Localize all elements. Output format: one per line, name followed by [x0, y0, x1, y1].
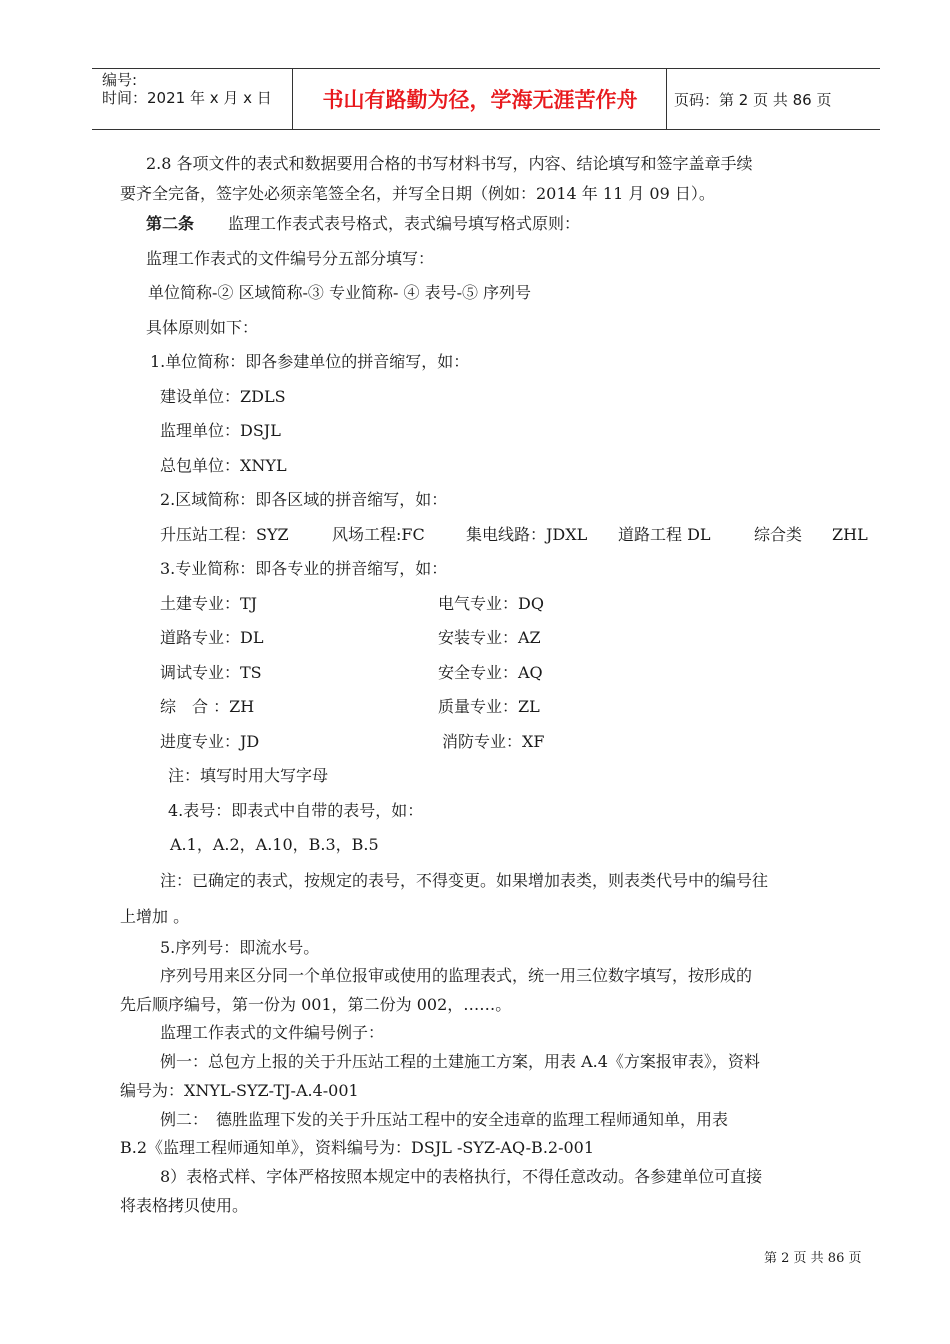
text-line: 要齐全完备，签字处必须亲笔签全名，并写全日期（例如：2014 年 11 月 09 日）。: [120, 184, 715, 203]
spec-right: 质量专业：ZL: [438, 697, 540, 716]
text-line: 3.专业简称：即各专业的拼音缩写，如：: [160, 559, 448, 578]
spec-left: 土建专业：TJ: [160, 594, 258, 613]
text-line: 4.表号：即表式中自带的表号，如：: [168, 801, 424, 820]
spec-right: 安全专业：AQ: [438, 663, 543, 682]
text-line: 上增加 。: [120, 907, 190, 926]
text-line: 例二： 德胜监理下发的关于升压站工程中的安全违章的监理工程师通知单，用表: [160, 1110, 729, 1129]
page-header: [92, 68, 880, 130]
text-line: 8）表格式样、字体严格按照本规定中的表格执行，不得任意改动。各参建单位可直接: [160, 1167, 763, 1186]
region-fc: 风场工程:FC: [332, 525, 425, 544]
spec-right: 消防专业：XF: [442, 732, 545, 751]
spec-right: 安装专业：AZ: [438, 628, 541, 647]
text-line: 监理工作表式的文件编号分五部分填写：: [146, 249, 435, 268]
text-line: 将表格拷贝使用。: [120, 1196, 249, 1215]
text-line: 注：已确定的表式，按规定的表号，不得变更。如果增加表类，则表类代号中的编号往: [160, 871, 769, 890]
text-line: 2.区域简称：即各区域的拼音缩写，如：: [160, 490, 448, 509]
text-line: 总包单位：XNYL: [160, 456, 287, 475]
code-label: 编号:: [102, 71, 138, 89]
text-line: 先后顺序编号，第一份为 001，第二份为 002，……。: [120, 995, 512, 1014]
text-line: 2.8 各项文件的表式和数据要用合格的书写材料书写，内容、结论填写和签字盖章手续: [146, 154, 753, 173]
text-line: 1.单位简称：即各参建单位的拼音缩写，如：: [150, 352, 470, 371]
text-line: 序列号用来区分同一个单位报审或使用的监理表式，统一用三位数字填写，按形成的: [160, 966, 753, 985]
text-line: 监理工作表式的文件编号例子：: [160, 1023, 385, 1042]
text-line: 例一：总包方上报的关于升压站工程的土建施工方案，用表 A.4《方案报审表》，资料: [160, 1052, 760, 1071]
spec-right: 电气专业：DQ: [438, 594, 544, 613]
article-heading: 第二条: [146, 214, 195, 233]
text-line: 编号为：XNYL-SYZ-TJ-A.4-001: [120, 1081, 359, 1100]
text-line: 建设单位：ZDLS: [160, 387, 286, 406]
text-line: B.2《监理工程师通知单》，资料编号为：DSJL -SYZ-AQ-B.2-001: [120, 1138, 595, 1157]
spec-left: 道路专业：DL: [160, 628, 264, 647]
page-footer: 第 2 页 共 86 页: [764, 1251, 862, 1266]
header-page-label: 页码：第 2 页 共 86 页: [674, 91, 832, 109]
spec-left: 综 合 ：ZH: [160, 697, 255, 716]
text-line: A.1，A.2，A.10，B.3，B.5: [170, 835, 379, 854]
region-zhl-label: 综合类: [754, 525, 803, 544]
header-divider: [666, 69, 667, 129]
text-line: 具体原则如下：: [146, 318, 259, 337]
region-syz: 升压站工程：SYZ: [160, 525, 289, 544]
text-line: 监理单位：DSJL: [160, 421, 281, 440]
header-divider: [292, 69, 293, 129]
region-zhl-code: ZHL: [832, 525, 868, 544]
motto: 书山有路勤为径，学海无涯苦作舟: [322, 88, 638, 112]
text-line: 监理工作表式表号格式，表式编号填写格式原则：: [228, 214, 581, 233]
header-meta: [102, 71, 272, 107]
text-line: 单位简称-② 区域简称-③ 专业简称- ④ 表号-⑤ 序列号: [148, 283, 532, 302]
spec-left: 进度专业：JD: [160, 732, 260, 751]
region-jdxl: 集电线路：JDXL: [466, 525, 588, 544]
region-dl: 道路工程 DL: [618, 525, 711, 544]
time-label: 时间：2021 年 x 月 x 日: [102, 89, 272, 107]
spec-left: 调试专业：TS: [160, 663, 262, 682]
text-line: 5.序列号：即流水号。: [160, 938, 320, 957]
text-line: 注：填写时用大写字母: [168, 766, 329, 785]
